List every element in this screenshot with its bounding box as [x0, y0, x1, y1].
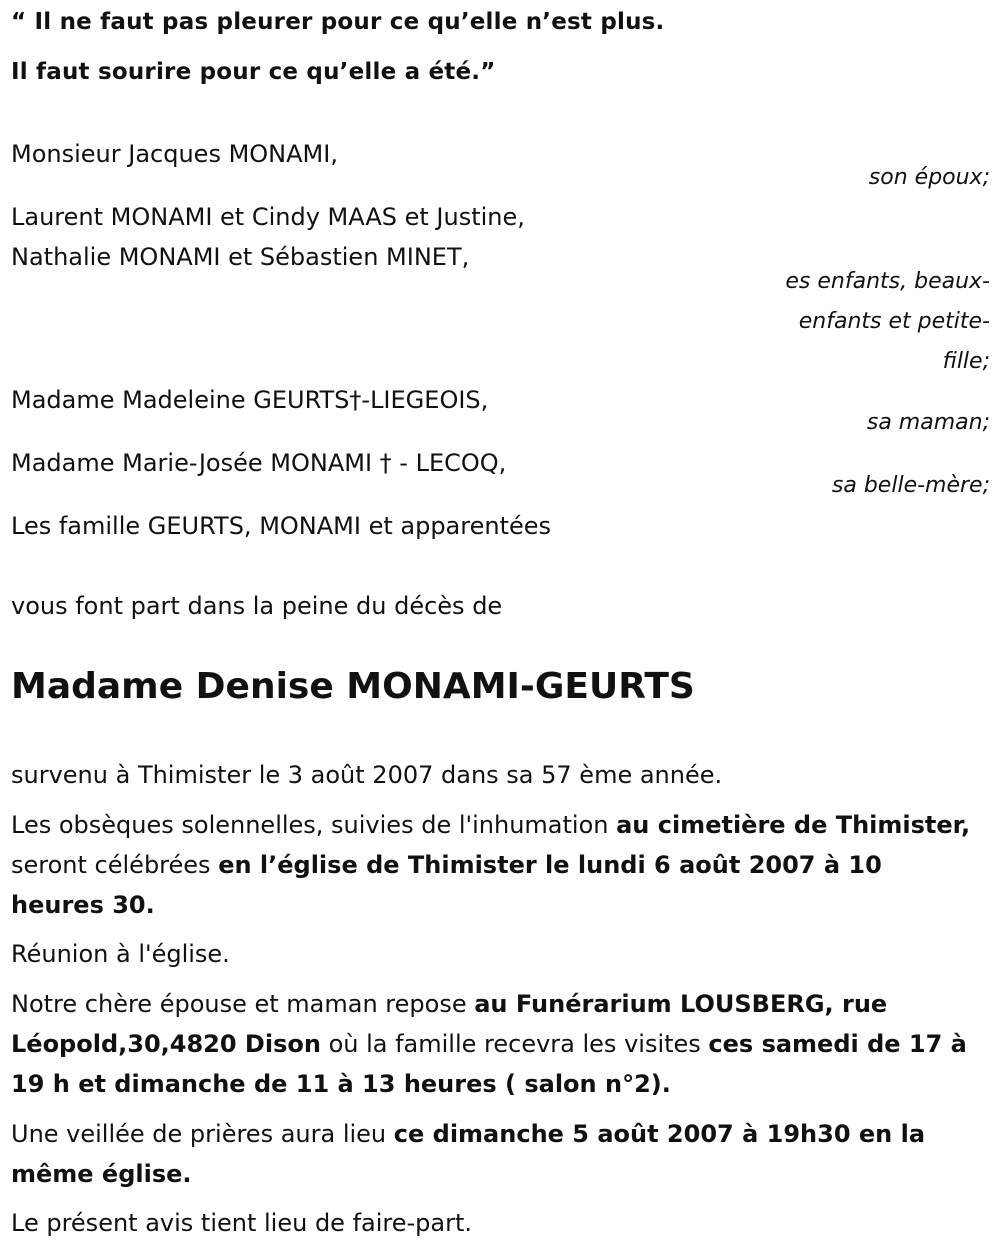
mother-in-law-name: Madame Marie-Josée MONAMI † - LECOQ,	[11, 449, 507, 477]
mother-in-law-role: sa belle-mère;	[831, 473, 990, 498]
rest-text-a: Notre chère épouse et maman repose	[11, 990, 475, 1018]
rest-details	[11, 984, 981, 1104]
vigil-details	[11, 1114, 981, 1194]
funeral-date: en l’église de Thimister le lundi 6 août 2007 à 10 heures 30.	[11, 851, 882, 919]
vigil-text-a: Une veillée de prières aura lieu	[11, 1120, 394, 1148]
rest-text-c: où la famille recevra les visites	[320, 1030, 709, 1058]
children-line-1: Laurent MONAMI et Cindy MAAS et Justine,	[11, 203, 525, 231]
notice-line: Le présent avis tient lieu de faire-part.	[11, 1209, 473, 1237]
funeral-text-a: Les obsèques solennelles, suivies de l'inhumation	[11, 811, 617, 839]
visit-times: ces samedi de 17 à 19 h et dimanche de 11 à 13 heures ( salon n°2).	[11, 1030, 967, 1098]
meeting-details: Réunion à l'église.	[11, 940, 230, 968]
spouse-name: Monsieur Jacques MONAMI,	[11, 140, 338, 168]
quote-line-2: Il faut sourire pour ce qu’elle a été.”	[11, 59, 496, 85]
families-line: Les famille GEURTS, MONAMI et apparentées	[11, 512, 552, 540]
vigil-date: ce dimanche 5 août 2007 à 19h30 en la même église.	[11, 1120, 926, 1188]
announcement: vous font part dans la peine du décès de	[11, 592, 503, 620]
funeral-text-c: seront célébrées	[11, 851, 219, 879]
rest-place: au Funérarium LOUSBERG, rue Léopold,30,4820 Dison	[11, 990, 888, 1058]
deceased-name: Madame Denise MONAMI-GEURTS	[11, 666, 695, 707]
children-line-2: Nathalie MONAMI et Sébastien MINET,	[11, 243, 470, 271]
funeral-place: au cimetière de Thimister,	[616, 811, 971, 839]
mother-role: sa maman;	[866, 410, 990, 435]
death-details: survenu à Thimister le 3 août 2007 dans sa 57 ème année.	[11, 761, 723, 789]
spouse-role: son époux;	[868, 165, 990, 190]
children-role: es enfants, beaux-enfants et petite-fille;	[785, 269, 990, 374]
mother-name: Madame Madeleine GEURTS†-LIEGEOIS,	[11, 386, 489, 414]
funeral-details	[11, 805, 981, 925]
quote-line-1: “ Il ne faut pas pleurer pour ce qu’elle n’est plus.	[11, 9, 665, 35]
